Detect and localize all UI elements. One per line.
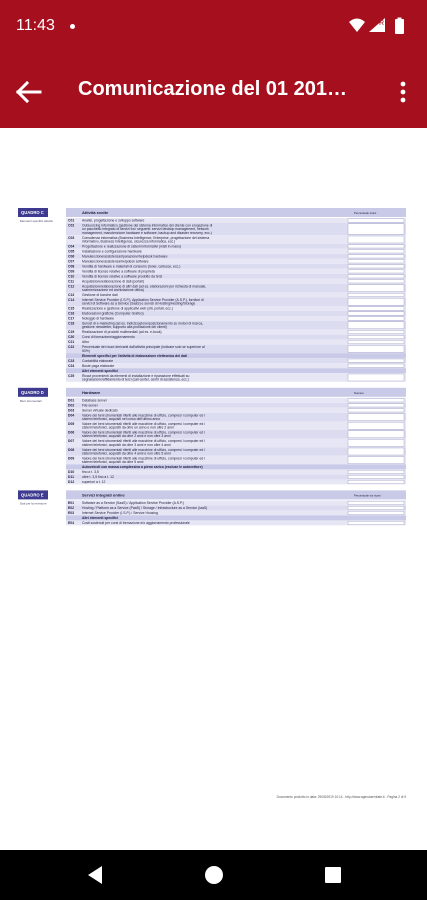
row-code: E01	[68, 501, 75, 505]
status-bar	[0, 0, 427, 56]
row-text: Vendita di hardware e materiali di consumo (toner, cartucce, ecc.)	[82, 264, 181, 269]
row-text: Altro	[82, 340, 89, 345]
value-box[interactable]	[348, 506, 404, 509]
row-code: D05	[68, 422, 75, 426]
section-tag-label: QUADRO E	[21, 492, 44, 498]
battery-icon	[395, 18, 404, 35]
value-box[interactable]	[348, 475, 404, 478]
value-box[interactable]	[348, 280, 404, 283]
row-code: E04	[68, 521, 75, 525]
row-code: D04	[68, 413, 75, 418]
row-code: C05	[68, 249, 75, 254]
row-code: C09	[68, 269, 75, 274]
app-bar	[0, 56, 427, 128]
value-box[interactable]	[348, 285, 404, 292]
status-time: 11:43	[16, 17, 55, 34]
row-text: Valore dei beni strumentali riferiti alle macchine di ufficio, compresi i computer ed i sistemi telefonici, acquisiti nel corso dell'ultimo anno	[82, 413, 205, 421]
row-code: C12	[68, 284, 75, 289]
row-text: Elaborazioni grafiche (Computer Grafico)	[82, 311, 144, 316]
row-text: fino a t. 3,5	[82, 470, 99, 474]
value-box[interactable]	[348, 414, 404, 421]
row-text: Installazione e configurazione hardware	[82, 249, 142, 254]
row-code: C19	[68, 330, 75, 335]
page-footer: Documento prodotto in data: 29/08/2019 10:14 - http://www.agenziaentrate.it - Pagina 2 di 9	[276, 795, 406, 799]
row-code: C07	[68, 259, 75, 264]
row-code: C23	[68, 358, 75, 363]
value-box[interactable]	[348, 431, 404, 438]
section-note: Beni strumentali	[20, 398, 42, 403]
row-text: Buste paga elaborate	[82, 363, 115, 368]
value-box[interactable]	[348, 521, 404, 524]
row-code: C08	[68, 264, 75, 269]
row-code: C24	[68, 363, 75, 368]
value-box[interactable]	[348, 293, 404, 296]
value-box[interactable]	[348, 422, 404, 429]
section-heading: Hardware	[82, 389, 101, 395]
document-title: Comunicazione del 01 201…	[78, 78, 347, 100]
column-header: Numero	[354, 390, 364, 395]
row-code: D12	[68, 480, 75, 484]
section-note: Dati per la revisione	[20, 501, 47, 506]
row-text: Vendita di licenze relative a software di proprietà	[82, 269, 155, 274]
row-text: Valore dei beni strumentali riferiti alle macchine di ufficio, compresi i computer ed i sistemi telefonici, acquisiti da oltre 4 anni e non oltre 5 anni	[82, 447, 205, 456]
row-text: Noleggio di hardware	[82, 316, 115, 321]
value-box[interactable]	[348, 404, 404, 407]
row-text: Hosting / Platform as a Service (PaaS) / Storage / Infrastructure as a Service (IaaS)	[82, 506, 208, 510]
section-heading: Servizi integrati online	[82, 492, 125, 498]
value-box[interactable]	[348, 399, 404, 402]
value-box[interactable]	[348, 312, 404, 315]
row-text: Server virtuale dedicato	[82, 408, 118, 413]
more-vert-icon[interactable]	[391, 78, 415, 106]
row-code: D06	[68, 430, 75, 435]
value-box[interactable]	[348, 260, 404, 263]
nav-back-icon[interactable]	[82, 862, 108, 888]
row-code: C10	[68, 274, 75, 279]
row-code: C21	[68, 340, 75, 345]
value-box[interactable]	[348, 439, 404, 446]
row-text: Valore dei beni strumentali riferiti alle macchine di ufficio, compresi i computer ed i sistemi telefonici, acquisiti da oltre 3 anni e non oltre 4 anni	[82, 439, 205, 447]
row-text: Valore dei beni strumentali riferiti alle macchine di ufficio, compresi i computer ed i sistemi telefonici, acquisiti da oltre 2 anni e non oltre 3 anni	[82, 430, 205, 439]
row-code: D01	[68, 398, 75, 403]
value-box[interactable]	[348, 255, 404, 258]
navigation-bar	[0, 850, 427, 900]
row-text: Ricavi provenienti da elementi di installazione e riparazione effettuati su segnalazione/affidamento di terzi (call center, centri di assistenza, ecc.)	[82, 373, 190, 382]
row-text: Percentuale dei ricavi derivanti dall'attività principale (indicare solo se superiore al 50%)	[82, 345, 205, 353]
row-text: Software as a Service (SaaS) / Application Service Provider (A.S.P.)	[82, 501, 184, 505]
row-text: Manutenzione/assistenza/helpdesk software	[82, 259, 149, 264]
row-code: E02	[68, 506, 75, 510]
nav-home-icon[interactable]	[201, 862, 227, 888]
row-code: C20	[68, 335, 75, 340]
value-box[interactable]	[348, 364, 404, 367]
row-text: Servizi di e-marketing (ad es. indicizzazione/posizionamento su motori di ricerca, gestione newsletter, supporto alla profilazione dei clienti)	[82, 321, 204, 330]
row-text: Gestione di banche dati	[82, 293, 118, 297]
value-box[interactable]	[348, 457, 404, 464]
value-box[interactable]	[348, 330, 404, 333]
row-code: D08	[68, 447, 75, 452]
value-box[interactable]	[348, 340, 404, 343]
value-box[interactable]	[348, 245, 404, 248]
arrow-back-icon[interactable]	[14, 78, 46, 106]
row-code: C18	[68, 321, 75, 326]
value-box[interactable]	[348, 275, 404, 278]
form-section	[18, 388, 406, 485]
value-box[interactable]	[348, 307, 404, 310]
section-tag-label: QUADRO C	[21, 210, 44, 216]
value-box[interactable]	[348, 480, 404, 483]
row-code: C06	[68, 254, 75, 259]
row-text: Outsourcing informatico (gestione del sistema informatico del cliente con erogazione di un pacchetto integrato di servizi tra i seguenti: servizi desktop management, network management, manutenzione hardware e software, backup and disaster recovery, ecc.)	[82, 223, 213, 235]
signal-icon	[369, 18, 385, 32]
column-header: Percentuale ricavi	[354, 211, 377, 215]
row-code: D11	[68, 475, 75, 479]
row-text: Internet Service Provider (I.S.P.), Application Service Provider (A.S.P.), fornitori di servizi di Software as a Service (SaaS) e servizi di Hosting/Hosting/Storage	[82, 298, 204, 306]
row-code: D09	[68, 456, 75, 461]
notification-dot-icon	[70, 24, 75, 29]
row-text: Elementi specifici per l'attività di elaborazione elettronica dei dati	[82, 353, 188, 358]
document-viewer[interactable]	[0, 128, 427, 850]
value-box[interactable]	[348, 322, 404, 329]
value-box[interactable]	[348, 265, 404, 268]
value-box[interactable]	[348, 374, 404, 381]
row-code: E03	[68, 511, 75, 515]
value-box[interactable]	[348, 501, 404, 504]
row-code: D03	[68, 408, 75, 413]
section-heading: Attività svolte	[82, 210, 109, 215]
value-box[interactable]	[348, 345, 404, 352]
value-box[interactable]	[348, 224, 404, 235]
row-text: Altri elementi specifici	[82, 516, 118, 520]
row-code: C04	[68, 244, 75, 249]
svg-text:R: R	[379, 20, 385, 27]
row-text: Database server	[82, 398, 107, 403]
value-box[interactable]	[348, 409, 404, 412]
row-code: C25	[68, 373, 75, 378]
form-section	[18, 208, 406, 382]
value-box[interactable]	[348, 470, 404, 473]
wifi-icon	[349, 19, 365, 33]
value-box[interactable]	[348, 270, 404, 273]
value-box[interactable]	[348, 236, 404, 243]
value-box[interactable]	[348, 335, 404, 338]
document-page[interactable]	[18, 206, 410, 806]
row-code: C11	[68, 279, 75, 284]
row-text: Realizzazione di prodotti multimediali (ad es. e-book)	[82, 330, 162, 335]
row-text: oltre t. 3,5 fino a t. 12	[82, 475, 114, 479]
value-box[interactable]	[348, 448, 404, 455]
row-text: Manutenzione/assistenza/riparazione/helpdesk hardware	[82, 254, 168, 259]
row-code: C13	[68, 293, 75, 297]
row-text: Consulenza informatica (Business Intelligence, Enterprise, progettazione del sistema informativo, Business Intelligence, sicurezza informatica, ecc.)	[82, 235, 210, 244]
row-code: C16	[68, 311, 75, 316]
row-code: D10	[68, 470, 75, 474]
value-box[interactable]	[348, 219, 404, 222]
row-code: D02	[68, 403, 75, 408]
section-tag-label: QUADRO D	[21, 390, 44, 395]
row-text: Acquisizione/elaborazione di dati (portali)	[82, 279, 144, 284]
row-text: Autoveicoli con massa complessiva a pieno carico (escluse le autovetture)	[82, 465, 203, 469]
value-box[interactable]	[348, 359, 404, 362]
row-text: Acquisizione/elaborazione di altri dati (ad es. elaborazioni per richiesta di manuale, scannerizzazione ed archiviazione ottica)	[82, 284, 207, 292]
status-icons	[347, 16, 417, 36]
value-box[interactable]	[348, 511, 404, 514]
row-text: Realizzazione e gestione di applicativi web (siti, portali, ecc.)	[82, 306, 173, 311]
section-note: Elementi specifici attività	[20, 219, 53, 223]
column-header: Percentuale sui ricavi	[354, 493, 381, 498]
form-section	[18, 490, 406, 525]
row-text: File server	[82, 403, 98, 408]
row-text: Valore dei beni strumentali riferiti alle macchine di ufficio, compresi i computer ed i sistemi telefonici, acquisiti da oltre 5 anni	[82, 456, 205, 464]
row-text: Contabilità elaborate	[82, 358, 114, 363]
nav-recents-icon[interactable]	[320, 862, 346, 888]
row-code: C15	[68, 306, 75, 311]
value-box[interactable]	[348, 250, 404, 253]
value-box[interactable]	[348, 317, 404, 320]
row-code: C22	[68, 345, 75, 350]
row-text: Altri elementi specifici	[82, 368, 118, 373]
row-text: Valore dei beni strumentali riferiti alle macchine di ufficio, compresi i computer ed i sistemi telefonici, acquisiti da oltre un anno e non oltre 2 anni	[82, 422, 205, 430]
row-code: C01	[68, 218, 75, 223]
row-code: C03	[68, 235, 75, 240]
row-code: C14	[68, 298, 75, 302]
row-text: Corsi di formazione/aggiornamento	[82, 335, 135, 340]
row-code: D07	[68, 439, 75, 444]
row-code: C02	[68, 223, 75, 228]
value-box[interactable]	[348, 298, 404, 305]
row-code: C17	[68, 316, 75, 321]
row-text: superiori a t. 12	[82, 480, 106, 484]
row-text: Progettazione e realizzazione di sistemi informativi (misti in mano)	[82, 244, 182, 249]
row-text: Internet Service Provider (I.S.P.) / Service Housing	[82, 511, 158, 515]
row-text: Analisi, progettazione e sviluppo software	[82, 218, 145, 223]
row-text: Vendita di licenze relative a software prodotto da terzi	[82, 274, 163, 279]
row-text: Costi sostenuti per corsi di formazione e/o aggiornamento professionale	[82, 521, 190, 525]
